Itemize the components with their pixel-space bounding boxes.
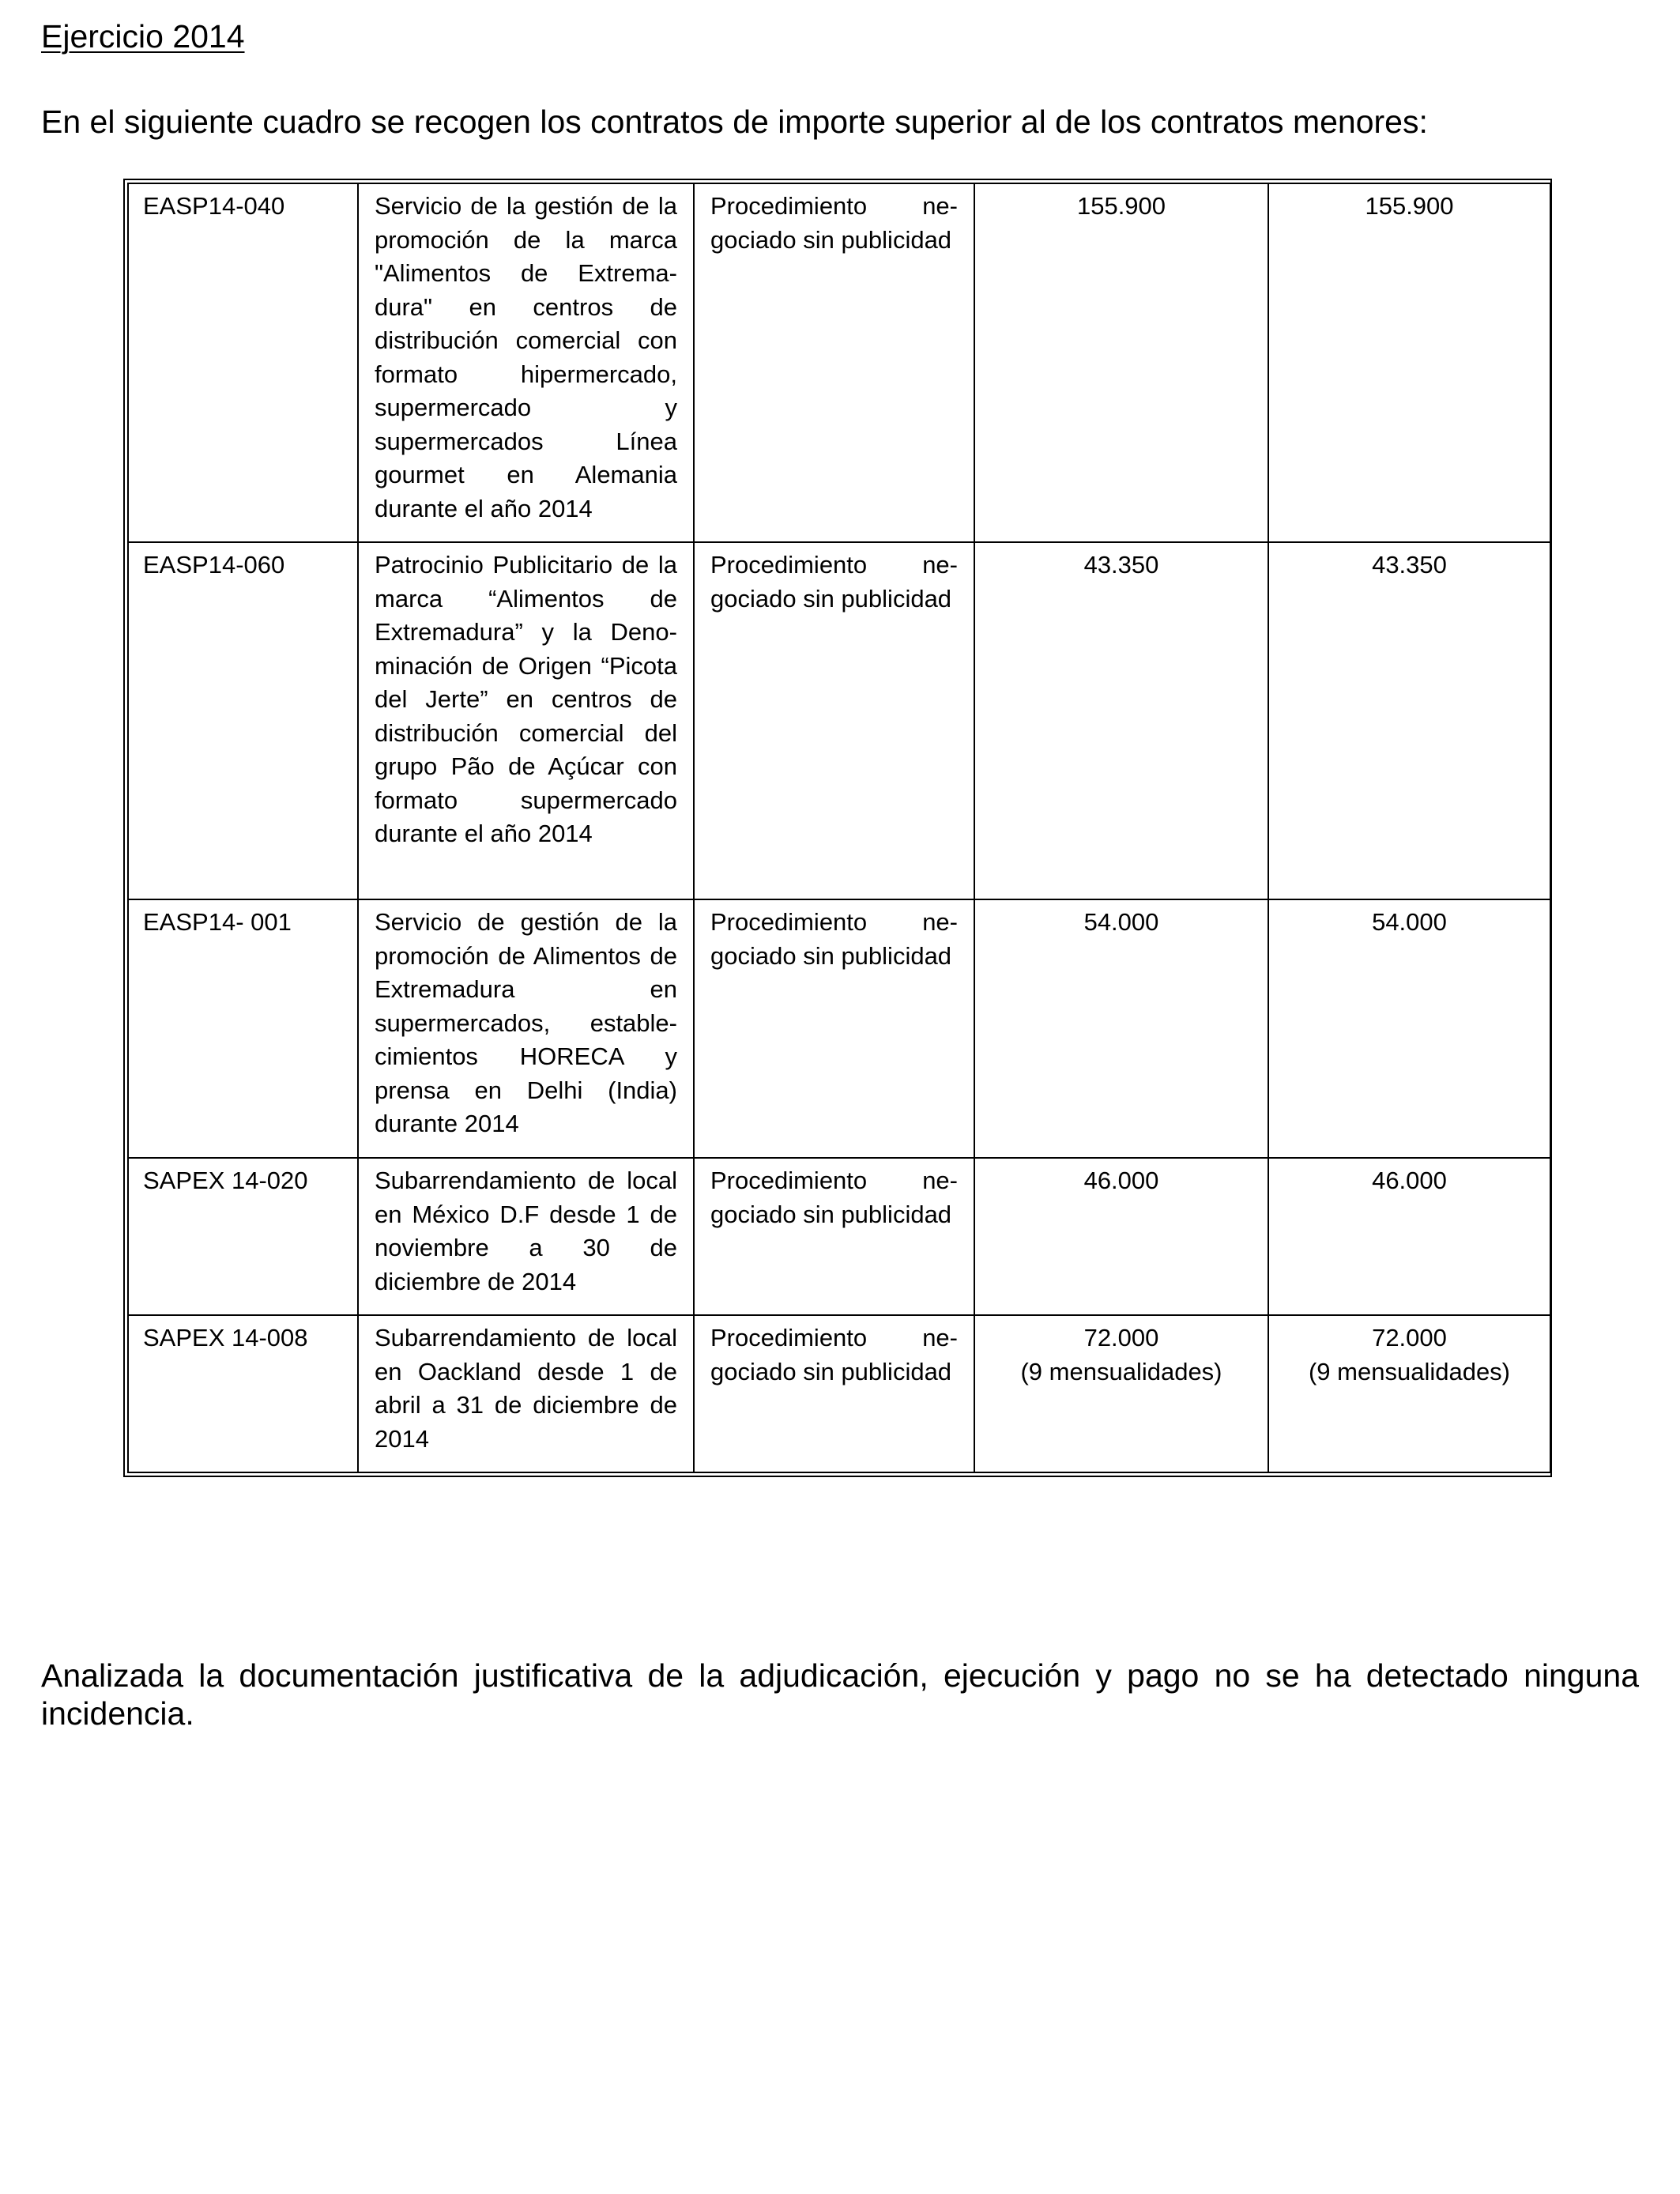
contract-amount-2 [1268,542,1550,899]
contract-code: EASP14- 001 [128,899,358,1158]
contract-procedure: Procedimiento negociado sin publicidad [694,1315,974,1472]
closing-paragraph: Analizada la documentación justificativa de la adjudicación, ejecución y pago no se ha detectado ninguna incidencia. [41,1657,1639,1732]
contract-procedure: Procedimiento negociado sin publicidad [694,1158,974,1315]
amount-note: (9 mensualidades) [1308,1357,1511,1385]
amount-value: 43.350 [1372,551,1447,579]
contract-code: SAPEX 14-020 [128,1158,358,1315]
contract-amount-2 [1268,183,1550,542]
amount-value: 155.900 [1076,192,1166,220]
contract-procedure: Procedimiento negociado sin publicidad [694,542,974,899]
contract-amount-2 [1268,1315,1550,1472]
amount-value: 46.000 [1083,1167,1159,1194]
amount-value: 72.000 [1372,1324,1447,1351]
contract-description: Subarrendamiento de local en Oackland desde 1 de abril a 31 de diciembre de 2014 [358,1315,694,1472]
table-row [128,1315,1550,1472]
intro-paragraph: En el siguiente cuadro se recogen los contratos de importe superior al de los contratos menores: [41,104,1428,140]
contract-amount-1 [974,899,1268,1158]
contract-amount-1 [974,1315,1268,1472]
contracts-table [127,183,1551,1473]
contract-description: Servicio de gestión de la promoción de Alimentos de Extremadura en supermercados, establecimientos HORECA y prensa en Delhi (India) durante 2014 [358,899,694,1158]
amount-value: 43.350 [1083,551,1159,579]
amount-value: 155.900 [1365,192,1454,220]
contract-amount-1 [974,1158,1268,1315]
contract-procedure: Procedimiento negociado sin publicidad [694,899,974,1158]
amount-value: 72.000 [1083,1324,1159,1351]
contract-amount-2 [1268,1158,1550,1315]
table-row [128,542,1550,899]
contract-description: Patrocinio Publicitario de la marca “Alimentos de Extremadura” y la Denominación de Origen “Picota del Jerte” en centros de distribución comercial del grupo Pão de Açúcar con formato supermercado durante el año 2014 [358,542,694,899]
contract-amount-1 [974,542,1268,899]
amount-note: (9 mensualidades) [1020,1357,1222,1385]
amount-value: 54.000 [1083,908,1159,936]
contract-procedure: Procedimiento negociado sin publicidad [694,183,974,542]
contract-amount-2 [1268,899,1550,1158]
contracts-table-frame [123,179,1552,1477]
amount-value: 54.000 [1372,908,1447,936]
contract-code: EASP14-060 [128,542,358,899]
contract-description: Servicio de la gestión de la promoción de la marca "Alimentos de Extremadura" en centros de distribución comercial con formato hipermercado, supermercado y supermercados Línea gourmet en Alemania durante el año 2014 [358,183,694,542]
amount-value: 46.000 [1372,1167,1447,1194]
contract-amount-1 [974,183,1268,542]
table-row [128,1158,1550,1315]
table-row [128,183,1550,542]
contract-description: Subarrendamiento de local en México D.F desde 1 de noviembre a 30 de diciembre de 2014 [358,1158,694,1315]
section-heading: Ejercicio 2014 [41,18,245,55]
contract-code: EASP14-040 [128,183,358,542]
table-row [128,899,1550,1158]
contract-code: SAPEX 14-008 [128,1315,358,1472]
